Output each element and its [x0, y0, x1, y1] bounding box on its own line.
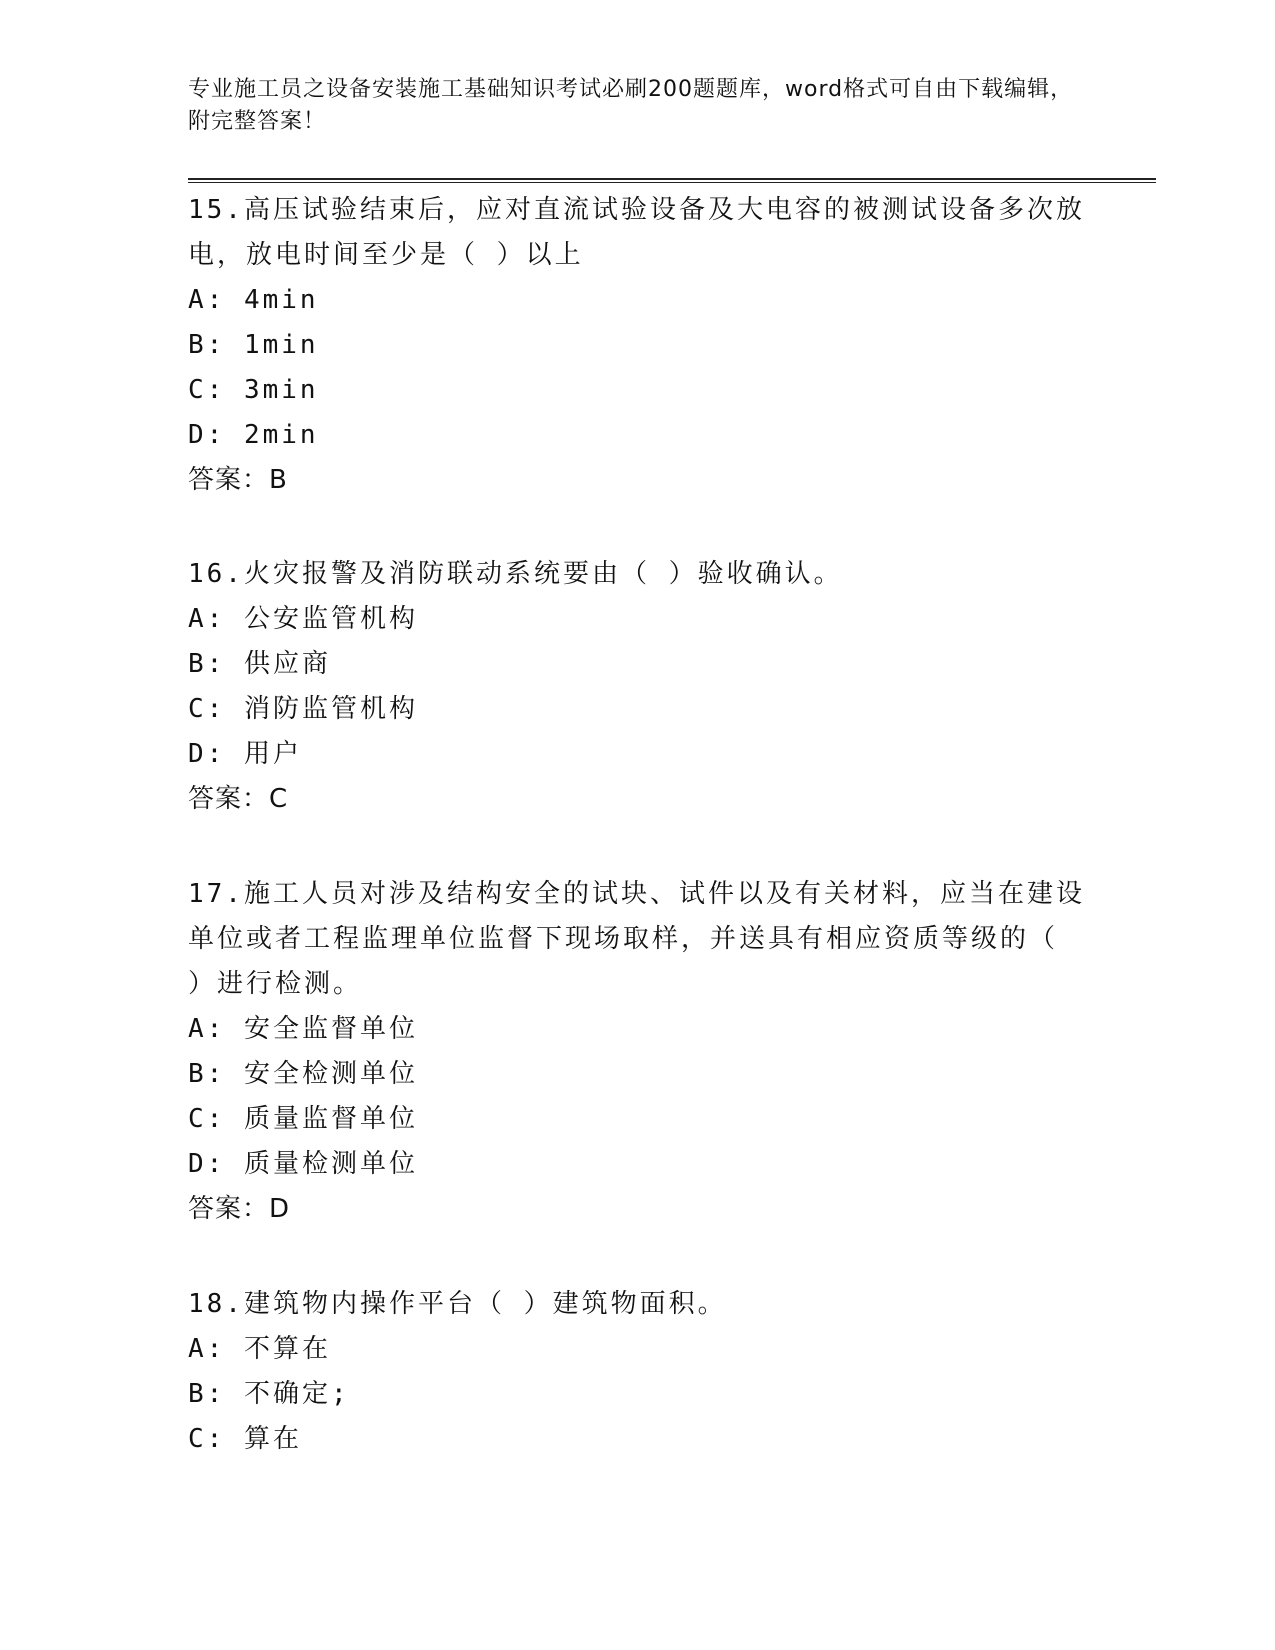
answer-text: 答案：D	[188, 1194, 291, 1224]
question-stem: 15.高压试验结束后，应对直流试验设备及大电容的被测试设备多次放电，放电时间至少是（ ）以上	[188, 195, 1085, 270]
option-d: D: 2min	[188, 420, 319, 450]
document-header	[188, 74, 1088, 138]
option-c: C: 算在	[188, 1424, 302, 1454]
question-15	[188, 188, 1088, 503]
header-divider	[188, 178, 1156, 183]
option-a: A: 公安监管机构	[188, 604, 418, 634]
option-b: B: 安全检测单位	[188, 1059, 418, 1089]
answer-text: 答案：C	[188, 784, 289, 814]
question-17	[188, 872, 1088, 1232]
option-d: D: 用户	[188, 739, 302, 769]
question-16	[188, 552, 1088, 822]
option-a: A: 安全监督单位	[188, 1014, 418, 1044]
option-d: D: 质量检测单位	[188, 1149, 418, 1179]
option-b: B: 供应商	[188, 649, 331, 679]
option-c: C: 3min	[188, 375, 319, 405]
header-text: 专业施工员之设备安装施工基础知识考试必刷200题题库，word格式可自由下载编辑，附完整答案！	[188, 77, 1074, 134]
answer-text: 答案：B	[188, 465, 288, 495]
option-b: B: 不确定;	[188, 1379, 350, 1409]
question-stem: 16.火灾报警及消防联动系统要由（ ）验收确认。	[188, 559, 843, 589]
question-stem: 17.施工人员对涉及结构安全的试块、试件以及有关材料，应当在建设单位或者工程监理单位监督下现场取样，并送具有相应资质等级的（ ）进行检测。	[188, 879, 1085, 999]
option-a: A: 4min	[188, 285, 319, 315]
option-c: C: 消防监管机构	[188, 694, 418, 724]
question-18	[188, 1282, 1088, 1462]
option-c: C: 质量监督单位	[188, 1104, 418, 1134]
question-stem: 18.建筑物内操作平台（ ）建筑物面积。	[188, 1289, 727, 1319]
option-a: A: 不算在	[188, 1334, 331, 1364]
option-b: B: 1min	[188, 330, 319, 360]
